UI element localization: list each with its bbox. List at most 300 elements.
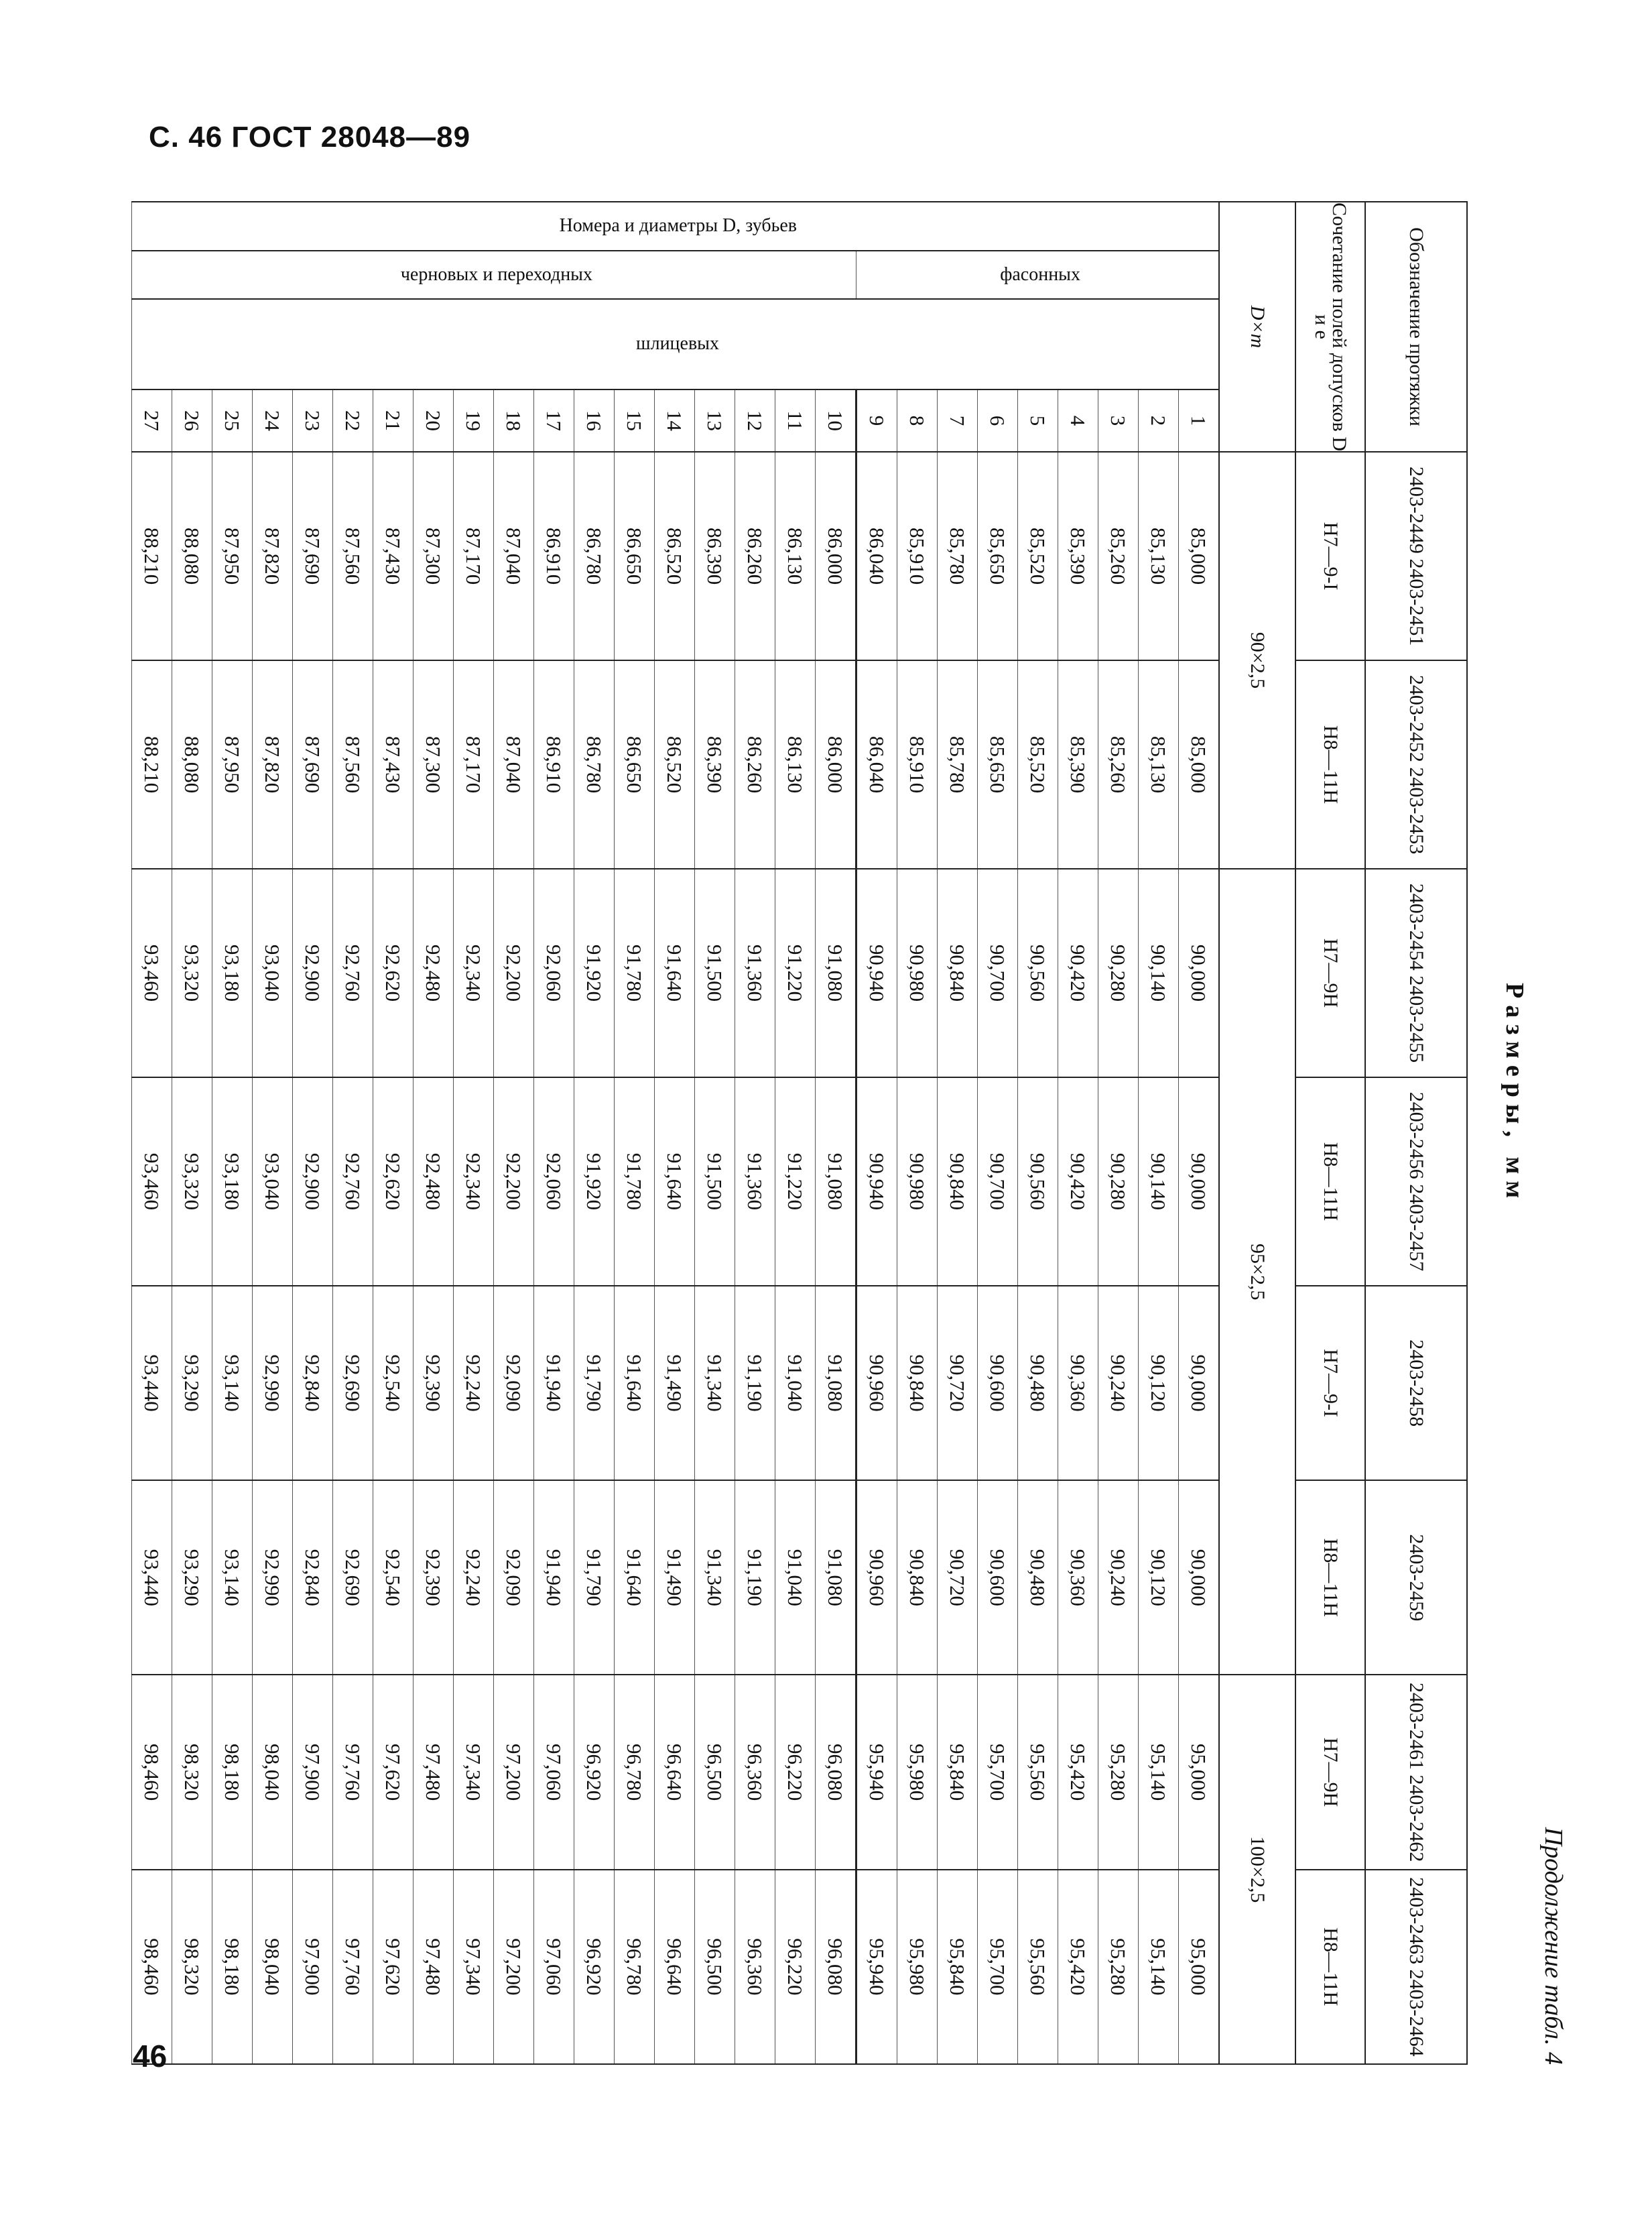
diameter-cell: 92,900: [293, 869, 333, 1077]
designation-cell: 2403-2463 2403-2464: [1365, 1870, 1467, 2064]
diameter-cell: 91,340: [695, 1286, 735, 1480]
diameter-cell: 86,520: [655, 660, 695, 869]
diameter-cell: 96,360: [735, 1675, 775, 1869]
diameter-cell: 93,440: [132, 1286, 172, 1480]
diameter-cell: 90,560: [1018, 869, 1058, 1077]
diameter-cell: 91,340: [695, 1480, 735, 1675]
rotated-table-page: [140, 201, 1568, 2065]
tolerance-label: Сочетание полей допусков D и e: [1295, 202, 1365, 452]
diameter-cell: 92,620: [373, 869, 414, 1077]
diameter-cell: 95,700: [978, 1870, 1018, 2064]
table-row: [938, 202, 978, 2064]
diameter-cell: 93,180: [212, 1077, 253, 1286]
diameter-cell: 97,060: [534, 1870, 574, 2064]
table-row: [494, 202, 534, 2064]
diameter-cell: 95,000: [1179, 1675, 1220, 1869]
diameter-cell: 91,920: [574, 1077, 615, 1286]
diameter-cell: 97,340: [454, 1675, 494, 1869]
diameter-cell: 85,390: [1058, 452, 1098, 660]
table-row: [172, 202, 212, 2064]
diameter-cell: 98,180: [212, 1675, 253, 1869]
diameter-cell: 85,130: [1139, 660, 1179, 869]
diameter-cell: 97,060: [534, 1675, 574, 1869]
diameter-cell: 87,170: [454, 452, 494, 660]
tooth-number: 19: [454, 389, 494, 452]
diameter-cell: 96,500: [695, 1675, 735, 1869]
diameter-cell: 91,080: [816, 1480, 856, 1675]
designation-cell: 2403-2458: [1365, 1286, 1467, 1480]
diameter-cell: 96,640: [655, 1675, 695, 1869]
diameter-cell: 97,480: [414, 1675, 454, 1869]
tooth-number: 21: [373, 389, 414, 452]
diameter-cell: 87,430: [373, 452, 414, 660]
diameter-cell: 87,560: [333, 452, 373, 660]
diameter-cell: 95,420: [1058, 1870, 1098, 2064]
tolerance-cell: H7—9H: [1295, 869, 1365, 1077]
diameter-cell: 95,940: [856, 1675, 897, 1869]
diameter-cell: 92,090: [494, 1480, 534, 1675]
tooth-number: 13: [695, 389, 735, 452]
diameter-cell: 98,320: [172, 1870, 212, 2064]
diameter-cell: 85,000: [1179, 660, 1220, 869]
tooth-number: 23: [293, 389, 333, 452]
dxm-group: 95×2,5: [1219, 869, 1295, 1675]
diameter-cell: 92,390: [414, 1480, 454, 1675]
diameter-cell: 90,600: [978, 1286, 1018, 1480]
diameter-cell: 86,910: [534, 660, 574, 869]
diameter-cell: 97,200: [494, 1870, 534, 2064]
table-row: [1098, 202, 1139, 2064]
diameter-cell: 95,420: [1058, 1675, 1098, 1869]
table-row: [1139, 202, 1179, 2064]
tooth-number: 26: [172, 389, 212, 452]
diameter-cell: 95,000: [1179, 1870, 1220, 2064]
diameter-cell: 90,560: [1018, 1077, 1058, 1286]
diameter-cell: 90,120: [1139, 1286, 1179, 1480]
diameter-cell: 90,980: [897, 869, 938, 1077]
diameter-cell: 90,420: [1058, 1077, 1098, 1286]
table-row: [454, 202, 494, 2064]
diameter-cell: 86,650: [615, 452, 655, 660]
diameter-cell: 85,650: [978, 660, 1018, 869]
diameter-cell: 90,420: [1058, 869, 1098, 1077]
diameter-cell: 85,130: [1139, 452, 1179, 660]
table-row: [695, 202, 735, 2064]
diameter-cell: 86,520: [655, 452, 695, 660]
diameter-cell: 95,840: [938, 1675, 978, 1869]
diameter-cell: 91,940: [534, 1286, 574, 1480]
diameter-cell: 98,040: [253, 1870, 293, 2064]
diameter-cell: 91,500: [695, 1077, 735, 1286]
side-label-outer: Номера и диаметры D, зубьев: [132, 202, 1220, 251]
diameter-cell: 85,390: [1058, 660, 1098, 869]
tooth-number: 27: [132, 389, 172, 452]
diameter-cell: 92,480: [414, 1077, 454, 1286]
diameter-cell: 98,180: [212, 1870, 253, 2064]
diameter-cell: 90,700: [978, 869, 1018, 1077]
diameter-cell: 92,390: [414, 1286, 454, 1480]
tooth-number: 17: [534, 389, 574, 452]
diameter-cell: 95,280: [1098, 1675, 1139, 1869]
diameter-cell: 92,760: [333, 869, 373, 1077]
diameter-cell: 86,000: [816, 660, 856, 869]
table-row: [414, 202, 454, 2064]
diameter-cell: 87,950: [212, 452, 253, 660]
table-row: [1018, 202, 1058, 2064]
diameter-cell: 92,240: [454, 1480, 494, 1675]
diameter-cell: 86,390: [695, 660, 735, 869]
diameter-cell: 92,540: [373, 1480, 414, 1675]
tolerance-row: [1295, 202, 1365, 2064]
table-row: [373, 202, 414, 2064]
diameter-cell: 87,300: [414, 660, 454, 869]
designation-row: [1365, 202, 1467, 2064]
tooth-number: 10: [816, 389, 856, 452]
diameter-cell: 92,090: [494, 1286, 534, 1480]
diameter-cell: 91,360: [735, 869, 775, 1077]
diameter-cell: 92,200: [494, 1077, 534, 1286]
diameter-cell: 95,140: [1139, 1675, 1179, 1869]
diameter-cell: 96,360: [735, 1870, 775, 2064]
diameter-cell: 90,940: [856, 869, 897, 1077]
table-row: [897, 202, 938, 2064]
diameter-cell: 90,980: [897, 1077, 938, 1286]
diameter-cell: 96,220: [775, 1870, 816, 2064]
diameter-cell: 93,460: [132, 869, 172, 1077]
diameter-cell: 92,480: [414, 869, 454, 1077]
tolerance-cell: H7—9-I: [1295, 1286, 1365, 1480]
diameter-cell: 95,560: [1018, 1675, 1058, 1869]
diameter-cell: 86,780: [574, 660, 615, 869]
diameter-cell: 91,220: [775, 869, 816, 1077]
table-caption: Продолжение табл. 4: [1539, 1827, 1568, 2065]
diameter-cell: 93,290: [172, 1480, 212, 1675]
group-shaped: фасонных: [856, 251, 1220, 300]
diameter-cell: 90,720: [938, 1480, 978, 1675]
table-row: [1179, 202, 1220, 2064]
diameter-cell: 87,170: [454, 660, 494, 869]
dimensions-table: [131, 201, 1468, 2065]
diameter-cell: 90,000: [1179, 1077, 1220, 1286]
diameter-cell: 85,910: [897, 452, 938, 660]
diameter-cell: 91,940: [534, 1480, 574, 1675]
diameter-cell: 92,540: [373, 1286, 414, 1480]
diameter-cell: 95,980: [897, 1870, 938, 2064]
diameter-cell: 86,780: [574, 452, 615, 660]
diameter-cell: 93,040: [253, 869, 293, 1077]
diameter-cell: 90,840: [938, 1077, 978, 1286]
diameter-cell: 91,040: [775, 1480, 816, 1675]
diameter-cell: 93,290: [172, 1286, 212, 1480]
diameter-cell: 85,260: [1098, 660, 1139, 869]
diameter-cell: 90,140: [1139, 869, 1179, 1077]
diameter-cell: 85,910: [897, 660, 938, 869]
diameter-cell: 86,040: [856, 660, 897, 869]
diameter-cell: 98,320: [172, 1675, 212, 1869]
diameter-cell: 92,340: [454, 869, 494, 1077]
diameter-cell: 96,080: [816, 1870, 856, 2064]
diameter-cell: 90,000: [1179, 1286, 1220, 1480]
diameter-cell: 91,360: [735, 1077, 775, 1286]
diameter-cell: 87,950: [212, 660, 253, 869]
diameter-cell: 96,780: [615, 1870, 655, 2064]
diameter-cell: 86,040: [856, 452, 897, 660]
diameter-cell: 91,790: [574, 1480, 615, 1675]
diameter-cell: 90,000: [1179, 869, 1220, 1077]
dxm-row: [1219, 202, 1295, 2064]
diameter-cell: 95,280: [1098, 1870, 1139, 2064]
table-row: [253, 202, 293, 2064]
tooth-number: 4: [1058, 389, 1098, 452]
tooth-number: 18: [494, 389, 534, 452]
dxm-group: 90×2,5: [1219, 452, 1295, 869]
diameter-cell: 97,900: [293, 1870, 333, 2064]
diameter-cell: 91,780: [615, 1077, 655, 1286]
diameter-cell: 96,920: [574, 1675, 615, 1869]
diameter-cell: 92,200: [494, 869, 534, 1077]
diameter-cell: 86,910: [534, 452, 574, 660]
diameter-cell: 92,690: [333, 1480, 373, 1675]
diameter-cell: 90,240: [1098, 1480, 1139, 1675]
diameter-cell: 92,990: [253, 1480, 293, 1675]
diameter-cell: 85,000: [1179, 452, 1220, 660]
diameter-cell: 92,340: [454, 1077, 494, 1286]
units-label: Размеры, мм: [1501, 983, 1529, 1205]
diameter-cell: 86,260: [735, 660, 775, 869]
diameter-cell: 95,700: [978, 1675, 1018, 1869]
diameter-cell: 97,900: [293, 1675, 333, 1869]
diameter-cell: 90,480: [1018, 1480, 1058, 1675]
diameter-cell: 91,640: [615, 1286, 655, 1480]
table-row: [574, 202, 615, 2064]
diameter-cell: 90,280: [1098, 869, 1139, 1077]
diameter-cell: 86,130: [775, 452, 816, 660]
diameter-cell: 96,080: [816, 1675, 856, 1869]
tooth-number: 8: [897, 389, 938, 452]
diameter-cell: 91,640: [615, 1480, 655, 1675]
diameter-cell: 92,990: [253, 1286, 293, 1480]
diameter-cell: 90,360: [1058, 1480, 1098, 1675]
diameter-cell: 92,240: [454, 1286, 494, 1480]
diameter-cell: 87,040: [494, 452, 534, 660]
tooth-number: 11: [775, 389, 816, 452]
diameter-cell: 91,490: [655, 1286, 695, 1480]
diameter-cell: 95,560: [1018, 1870, 1058, 2064]
diameter-cell: 98,460: [132, 1675, 172, 1869]
diameter-cell: 92,840: [293, 1480, 333, 1675]
diameter-cell: 88,080: [172, 452, 212, 660]
table-row: [978, 202, 1018, 2064]
table-row: [1058, 202, 1098, 2064]
diameter-cell: 90,140: [1139, 1077, 1179, 1286]
diameter-cell: 95,940: [856, 1870, 897, 2064]
tooth-number: 24: [253, 389, 293, 452]
diameter-cell: 93,320: [172, 1077, 212, 1286]
diameter-cell: 95,840: [938, 1870, 978, 2064]
table-row: [534, 202, 574, 2064]
table-row: [816, 202, 856, 2064]
tolerance-cell: H7—9H: [1295, 1675, 1365, 1869]
tooth-number: 5: [1018, 389, 1058, 452]
diameter-cell: 91,500: [695, 869, 735, 1077]
table-row: [212, 202, 253, 2064]
diameter-cell: 90,960: [856, 1286, 897, 1480]
diameter-cell: 90,840: [938, 869, 978, 1077]
designation-cell: 2403-2449 2403-2451: [1365, 452, 1467, 660]
diameter-cell: 91,220: [775, 1077, 816, 1286]
tooth-number: 22: [333, 389, 373, 452]
diameter-cell: 93,040: [253, 1077, 293, 1286]
diameter-cell: 86,260: [735, 452, 775, 660]
diameter-cell: 97,760: [333, 1870, 373, 2064]
diameter-cell: 92,060: [534, 869, 574, 1077]
diameter-cell: 90,720: [938, 1286, 978, 1480]
diameter-cell: 91,780: [615, 869, 655, 1077]
diameter-cell: 86,390: [695, 452, 735, 660]
page-header: С. 46 ГОСТ 28048—89: [149, 121, 471, 154]
diameter-cell: 93,180: [212, 869, 253, 1077]
tooth-number: 25: [212, 389, 253, 452]
tooth-number: 15: [615, 389, 655, 452]
diameter-cell: 93,440: [132, 1480, 172, 1675]
diameter-cell: 85,780: [938, 660, 978, 869]
diameter-cell: 87,560: [333, 660, 373, 869]
table-row: [132, 202, 172, 2064]
diameter-cell: 91,790: [574, 1286, 615, 1480]
diameter-cell: 85,520: [1018, 660, 1058, 869]
diameter-cell: 91,920: [574, 869, 615, 1077]
diameter-cell: 87,300: [414, 452, 454, 660]
diameter-cell: 92,690: [333, 1286, 373, 1480]
diameter-cell: 93,320: [172, 869, 212, 1077]
diameter-cell: 93,140: [212, 1286, 253, 1480]
tooth-number: 20: [414, 389, 454, 452]
diameter-cell: 91,190: [735, 1480, 775, 1675]
diameter-cell: 95,140: [1139, 1870, 1179, 2064]
tooth-number: 3: [1098, 389, 1139, 452]
tooth-number: 2: [1139, 389, 1179, 452]
diameter-cell: 91,080: [816, 869, 856, 1077]
diameter-cell: 93,140: [212, 1480, 253, 1675]
diameter-cell: 96,500: [695, 1870, 735, 2064]
designation-cell: 2403-2461 2403-2462: [1365, 1675, 1467, 1869]
diameter-cell: 91,190: [735, 1286, 775, 1480]
diameter-cell: 96,220: [775, 1675, 816, 1869]
diameter-cell: 96,780: [615, 1675, 655, 1869]
diameter-cell: 91,640: [655, 1077, 695, 1286]
tooth-number: 16: [574, 389, 615, 452]
diameter-cell: 93,460: [132, 1077, 172, 1286]
diameter-cell: 91,640: [655, 869, 695, 1077]
group-spline: шлицевых: [132, 299, 1220, 389]
diameter-cell: 90,840: [897, 1480, 938, 1675]
diameter-cell: 97,620: [373, 1675, 414, 1869]
diameter-cell: 85,780: [938, 452, 978, 660]
diameter-cell: 88,210: [132, 452, 172, 660]
diameter-cell: 91,490: [655, 1480, 695, 1675]
diameter-cell: 98,460: [132, 1870, 172, 2064]
diameter-cell: 91,080: [816, 1286, 856, 1480]
dxm-group: 100×2,5: [1219, 1675, 1295, 2064]
diameter-cell: 97,340: [454, 1870, 494, 2064]
diameter-cell: 87,690: [293, 660, 333, 869]
tooth-number: 14: [655, 389, 695, 452]
diameter-cell: 88,210: [132, 660, 172, 869]
diameter-cell: 85,520: [1018, 452, 1058, 660]
designation-label: Обозначение протяжки: [1365, 202, 1467, 452]
tolerance-cell: H8—11H: [1295, 1480, 1365, 1675]
diameter-cell: 97,760: [333, 1675, 373, 1869]
diameter-cell: 96,920: [574, 1870, 615, 2064]
diameter-cell: 87,430: [373, 660, 414, 869]
tooth-number: 1: [1179, 389, 1220, 452]
designation-cell: 2403-2456 2403-2457: [1365, 1077, 1467, 1286]
table-row: [293, 202, 333, 2064]
diameter-cell: 90,120: [1139, 1480, 1179, 1675]
diameter-cell: 91,040: [775, 1286, 816, 1480]
table-row: [333, 202, 373, 2064]
diameter-cell: 90,480: [1018, 1286, 1058, 1480]
diameter-cell: 92,900: [293, 1077, 333, 1286]
diameter-cell: 85,650: [978, 452, 1018, 660]
diameter-cell: 90,840: [897, 1286, 938, 1480]
diameter-cell: 87,820: [253, 660, 293, 869]
tooth-number: 6: [978, 389, 1018, 452]
group-rough: черновых и переходных: [132, 251, 856, 300]
diameter-cell: 92,060: [534, 1077, 574, 1286]
diameter-cell: 86,130: [775, 660, 816, 869]
page-number: 46: [133, 2039, 168, 2073]
tooth-number: 9: [856, 389, 897, 452]
tooth-number: 12: [735, 389, 775, 452]
diameter-cell: 90,360: [1058, 1286, 1098, 1480]
tolerance-cell: H8—11H: [1295, 1077, 1365, 1286]
diameter-cell: 95,980: [897, 1675, 938, 1869]
diameter-cell: 86,650: [615, 660, 655, 869]
diameter-cell: 90,000: [1179, 1480, 1220, 1675]
diameter-cell: 85,260: [1098, 452, 1139, 660]
diameter-cell: 96,640: [655, 1870, 695, 2064]
diameter-cell: 86,000: [816, 452, 856, 660]
diameter-cell: 90,600: [978, 1480, 1018, 1675]
designation-cell: 2403-2454 2403-2455: [1365, 869, 1467, 1077]
diameter-cell: 97,480: [414, 1870, 454, 2064]
table-row: [775, 202, 816, 2064]
diameter-cell: 87,040: [494, 660, 534, 869]
designation-cell: 2403-2452 2403-2453: [1365, 660, 1467, 869]
diameter-cell: 87,820: [253, 452, 293, 660]
tooth-number: 7: [938, 389, 978, 452]
diameter-cell: 97,200: [494, 1675, 534, 1869]
tolerance-cell: H8—11H: [1295, 1870, 1365, 2064]
tolerance-cell: H7—9-I: [1295, 452, 1365, 660]
diameter-cell: 97,620: [373, 1870, 414, 2064]
diameter-cell: 87,690: [293, 452, 333, 660]
diameter-cell: 90,700: [978, 1077, 1018, 1286]
diameter-cell: 98,040: [253, 1675, 293, 1869]
table-row: [615, 202, 655, 2064]
diameter-cell: 92,760: [333, 1077, 373, 1286]
tolerance-cell: H8—11H: [1295, 660, 1365, 869]
diameter-cell: 92,840: [293, 1286, 333, 1480]
designation-cell: 2403-2459: [1365, 1480, 1467, 1675]
diameter-cell: 90,280: [1098, 1077, 1139, 1286]
diameter-cell: 90,960: [856, 1480, 897, 1675]
dxm-label: D×m: [1219, 202, 1295, 452]
diameter-cell: 91,080: [816, 1077, 856, 1286]
diameter-cell: 92,620: [373, 1077, 414, 1286]
diameter-cell: 90,240: [1098, 1286, 1139, 1480]
